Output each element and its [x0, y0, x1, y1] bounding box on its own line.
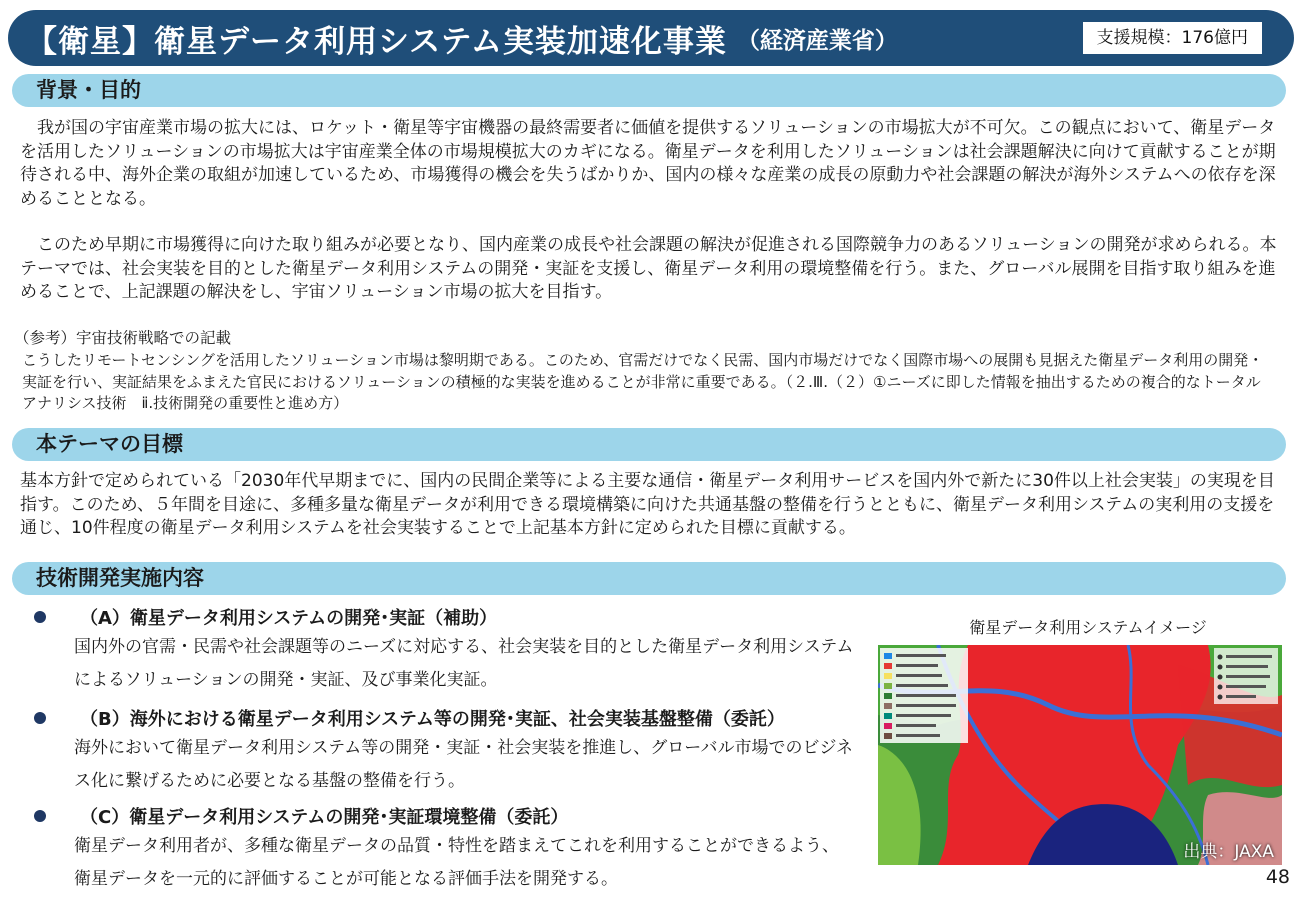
tech-item-text: 国内外の官需・民需や社会課題等のニーズに対応する、社会実装を目的とした衛星データ利用システムによるソリューションの開発・実証、及び事業化実証。 [74, 637, 854, 690]
tech-item [34, 603, 854, 697]
satellite-map-graphic [878, 645, 1282, 865]
reference-text: こうしたリモートセンシングを活用したソリューション市場は黎明期である。このため、官需だけでなく民需、国内市場だけでなく国際市場への展開も見据えた衛星データ利用の開発・実証を行い、実証結果をふまえた官民におけるソリューションの積極的な実装を進めることが非常に重要である。（２.Ⅲ.（２）①ニーズに即した情報を抽出するための複合的なトータルアナリシス技術 ⅱ.技術開発の重要性と進め方） [22, 351, 1264, 412]
tech-item-text: 海外において衛星データ利用システム等の開発・実証・社会実装を推進し、グローバル市場でのビジネス化に繋げるために必要となる基盤の整備を行う。 [74, 738, 853, 791]
satellite-image [878, 645, 1282, 865]
bullet-icon [34, 810, 46, 822]
background-paragraph-2: このため早期に市場獲得に向けた取り組みが必要となり、国内産業の成長や社会課題の解決が促進される国際競争力のあるソリューションの開発が求められる。本テーマでは、社会実装を目的とした衛星データ利用システムの開発・実証を支援し、衛星データ利用の環境整備を行う。また、グローバル展開を目指す取り組みを進めることで、上記課題の解決をし、宇宙ソリューション市場の拡大を目指す。 [20, 235, 1277, 302]
budget-scale-badge: 支援規模：176億円 [1083, 22, 1262, 54]
image-credit: 出典：JAXA [1183, 842, 1274, 862]
tech-item-title: （A）衛星データ利用システムの開発･実証（補助） [80, 608, 498, 629]
background-paragraph-1: 我が国の宇宙産業市場の拡大には、ロケット・衛星等宇宙機器の最終需要者に価値を提供するソリューションの市場拡大が不可欠。この観点において、衛星データを活用したソリューションの市場拡大は宇宙産業全体の市場規模拡大のカギになる。衛星データを利用したソリューションは社会課題解決に向けて貢献することが期待される中、海外企業の取組が加速しているため、市場獲得の機会を失うばかりか、国内の様々な産業の成長の原動力や社会課題の解決が海外システムへの依存を深めることとなる。 [20, 118, 1276, 209]
tech-item-text: 衛星データ利用者が、多種な衛星データの品質・特性を踏まえてこれを利用することができるよう、衛星データを一元的に評価することが可能となる評価手法を開発する。 [74, 836, 839, 889]
bullet-icon [34, 611, 46, 623]
page-number: 48 [1265, 866, 1290, 888]
section-heading-goal: 本テーマの目標 [12, 428, 1286, 461]
reference-title: （参考）宇宙技術戦略での記載 [14, 329, 232, 347]
goal-paragraph: 基本方針で定められている「2030年代早期までに、国内の民間企業等による主要な通信・衛星データ利用サービスを国内外で新たに30件以上社会実装」の実現を目指す。このため、５年間を目途に、多種多量な衛星データが利用できる環境構築に向けた共通基盤の整備を行うとともに、衛星データ利用システムの実利用の支援を通じ、10件程度の衛星データ利用システムを社会実装することで上記基本方針に定められた目標に貢献する。 [20, 471, 1275, 538]
image-caption: 衛星データ利用システムイメージ [969, 618, 1207, 637]
bullet-icon [34, 712, 46, 724]
ministry-label: （経済産業省） [736, 27, 898, 54]
title-bar [8, 10, 1294, 66]
tech-item [34, 704, 854, 798]
page-title: 【衛星】衛星データ利用システム実装加速化事業 [26, 23, 727, 60]
section-heading-background: 背景・目的 [12, 74, 1286, 107]
section-heading-tech: 技術開発実施内容 [12, 562, 1286, 595]
tech-item-title: （B）海外における衛星データ利用システム等の開発･実証、社会実装基盤整備（委託） [80, 709, 785, 730]
tech-item [34, 802, 854, 896]
tech-item-title: （C）衛星データ利用システムの開発･実証環境整備（委託） [80, 807, 569, 828]
